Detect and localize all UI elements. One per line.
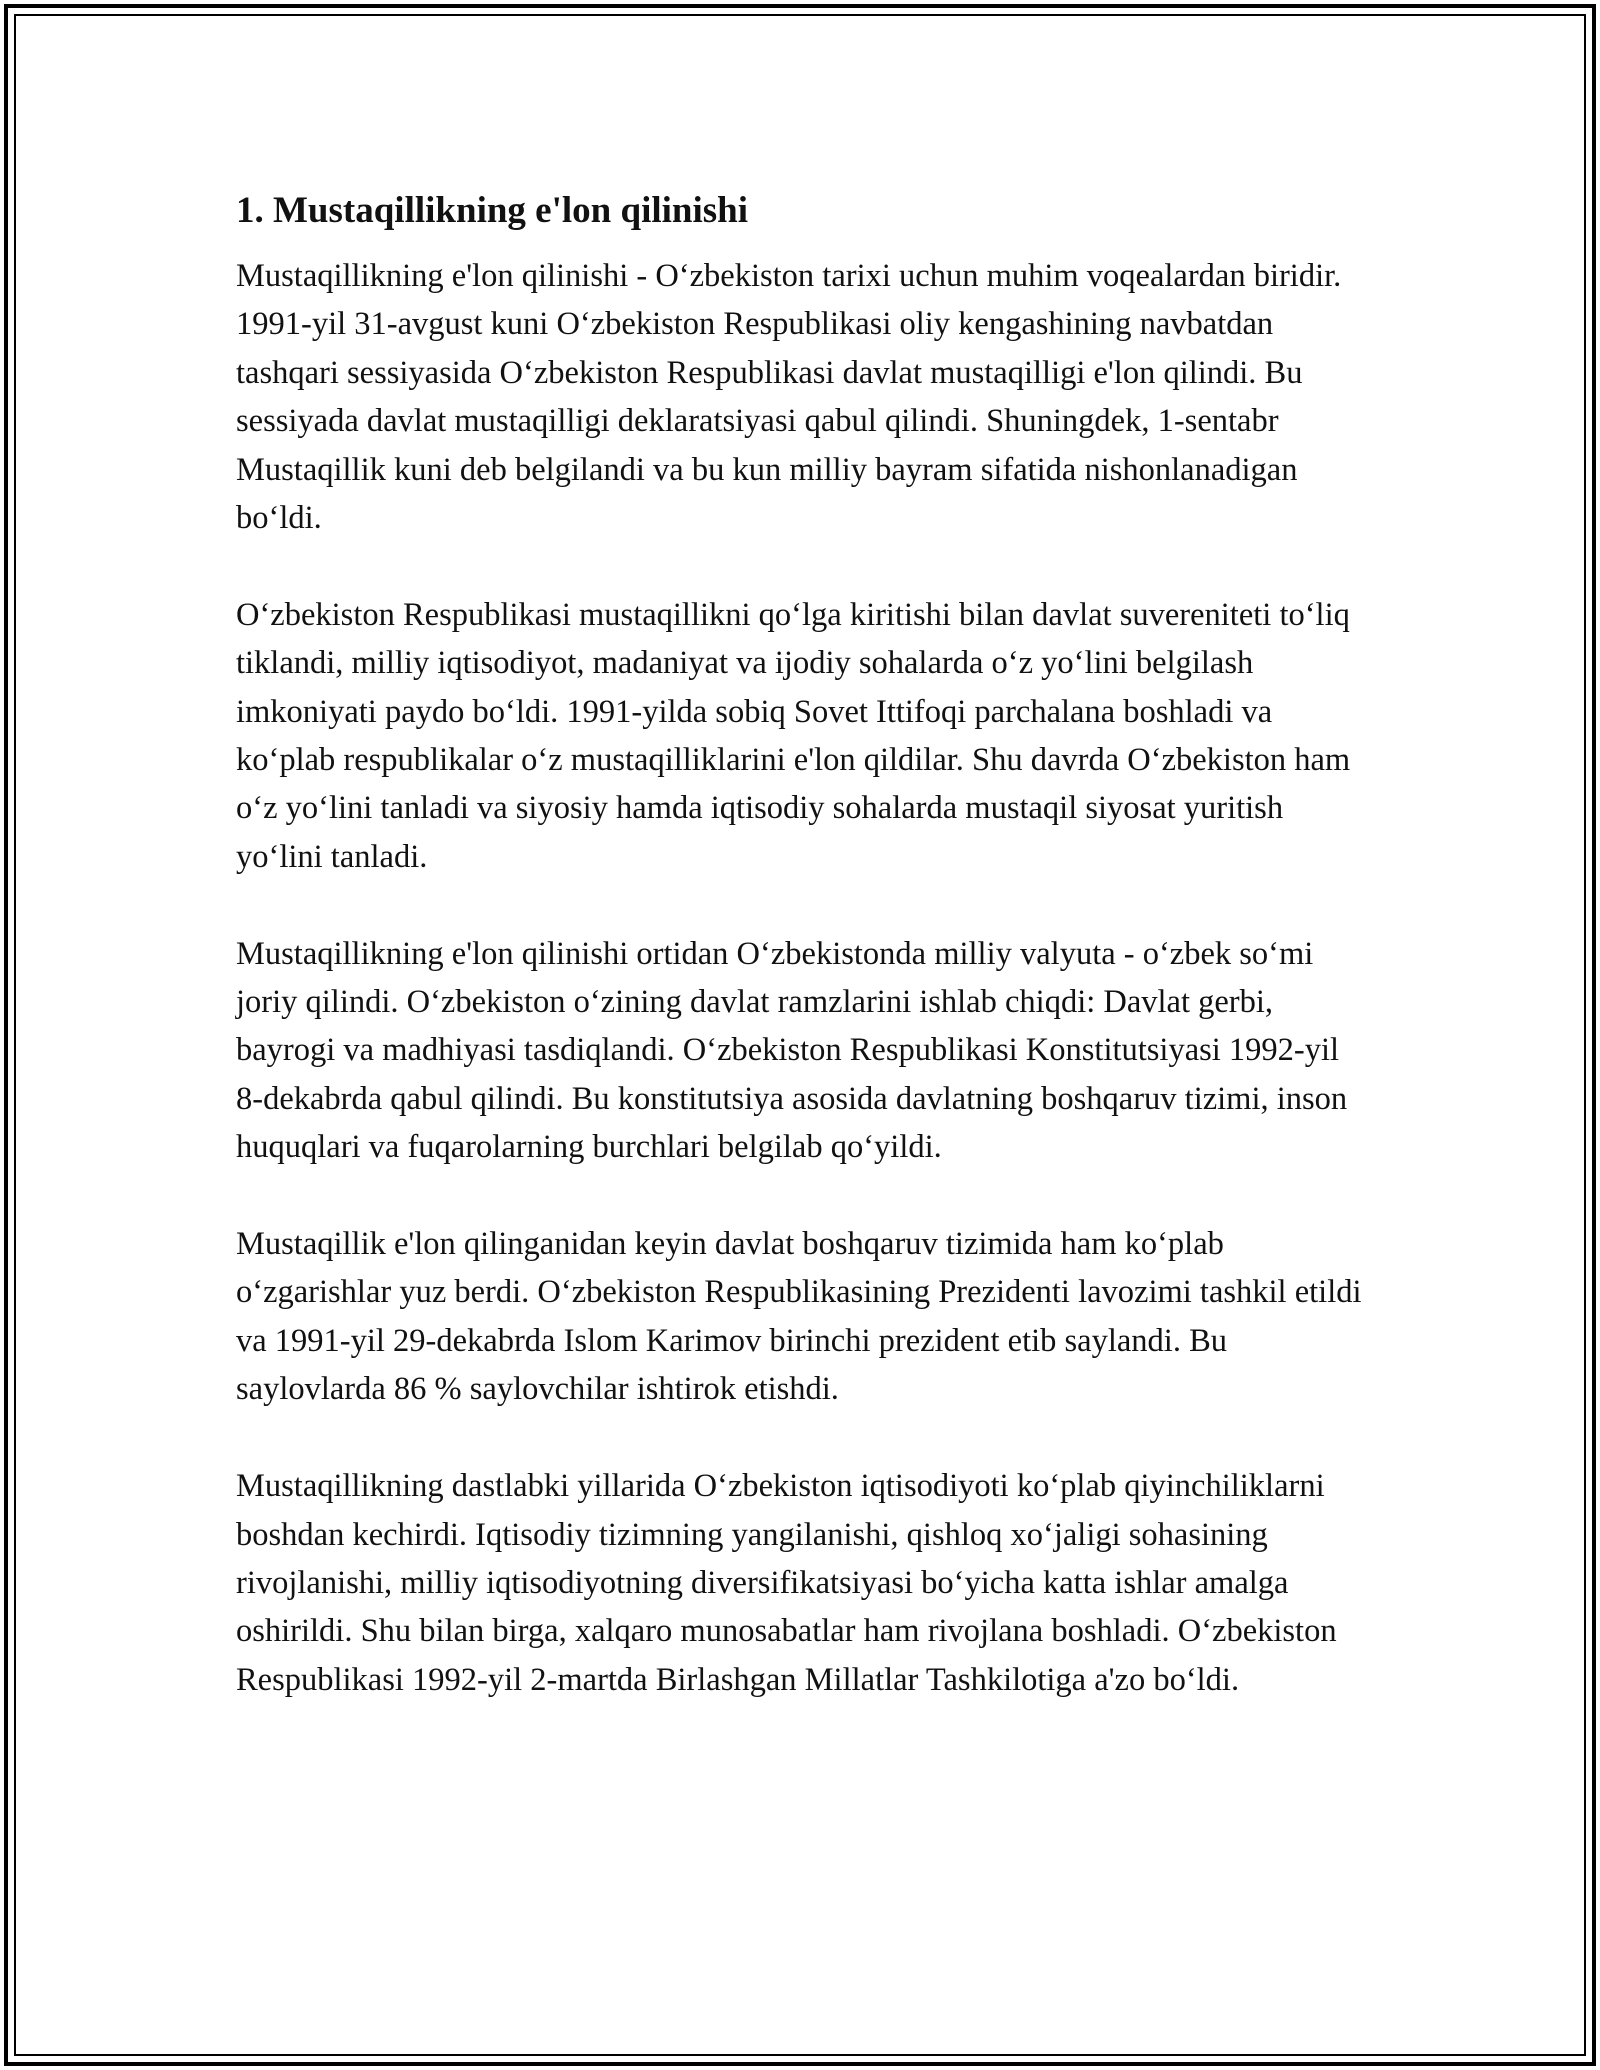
document-body — [236, 188, 1366, 1753]
paragraph-2: O‘zbekiston Respublikasi mustaqillikni qo‘lga kiritishi bilan davlat suvereniteti to‘liq tiklandi, milliy iqtisodiyot, madaniyat va ijodiy sohalarda o‘z yo‘lini belgilash imkoniyati paydo bo‘ldi. 1991-yilda sobiq Sovet Ittifoqi parchalana boshladi va ko‘plab respublikalar o‘z mustaqilliklarini e'lon qildilar. Shu davrda O‘zbekiston ham o‘z yo‘lini tanladi va siyosiy hamda iqtisodiy sohalarda mustaqil siyosat yuritish yo‘lini tanladi. — [236, 596, 1351, 875]
paragraph-3: Mustaqillikning e'lon qilinishi ortidan O‘zbekistonda milliy valyuta - o‘zbek so‘mi joriy qilindi. O‘zbekiston o‘zining davlat ramzlarini ishlab chiqdi: Davlat gerbi, bayrogi va madhiyasi tasdiqlandi. O‘zbekiston Respublikasi Konstitutsiyasi 1992-yil 8-dekabrda qabul qilindi. Bu konstitutsiya asosida davlatning boshqaruv tizimi, inson huquqlari va fuqarolarning burchlari belgilab qo‘yildi. — [236, 935, 1348, 1166]
paragraph-1: Mustaqillikning e'lon qilinishi - O‘zbekiston tarixi uchun muhim voqealardan biridir. 1991-yil 31-avgust kuni O‘zbekiston Respublikasi oliy kengashining navbatdan tashqari sessiyasida O‘zbekiston Respublikasi davlat mustaqilligi e'lon qilindi. Bu sessiyada davlat mustaqilligi deklaratsiyasi qabul qilindi. Shuningdek, 1-sentabr Mustaqillik kuni deb belgilandi va bu kun milliy bayram sifatida nishonlanadigan bo‘ldi. — [236, 258, 1342, 537]
paragraph-4: Mustaqillik e'lon qilinganidan keyin davlat boshqaruv tizimida ham ko‘plab o‘zgarishlar yuz berdi. O‘zbekiston Respublikasining Prezidenti lavozimi tashkil etildi va 1991-yil 29-dekabrda Islom Karimov birinchi prezident etib saylandi. Bu saylovlarda 86 % saylovchilar ishtirok etishdi. — [236, 1226, 1362, 1408]
paragraph-5: Mustaqillikning dastlabki yillarida O‘zbekiston iqtisodiyoti ko‘plab qiyinchiliklarni boshdan kechirdi. Iqtisodiy tizimning yangilanishi, qishloq xo‘jaligi sohasining rivojlanishi, milliy iqtisodiyotning diversifikatsiyasi bo‘yicha katta ishlar amalga oshirildi. Shu bilan birga, xalqaro munosabatlar ham rivojlana boshladi. O‘zbekiston Respublikasi 1992-yil 2-martda Birlashgan Millatlar Tashkilotiga a'zo bo‘ldi. — [236, 1468, 1337, 1698]
document-title: 1. Mustaqillikning e'lon qilinishi — [236, 190, 749, 231]
